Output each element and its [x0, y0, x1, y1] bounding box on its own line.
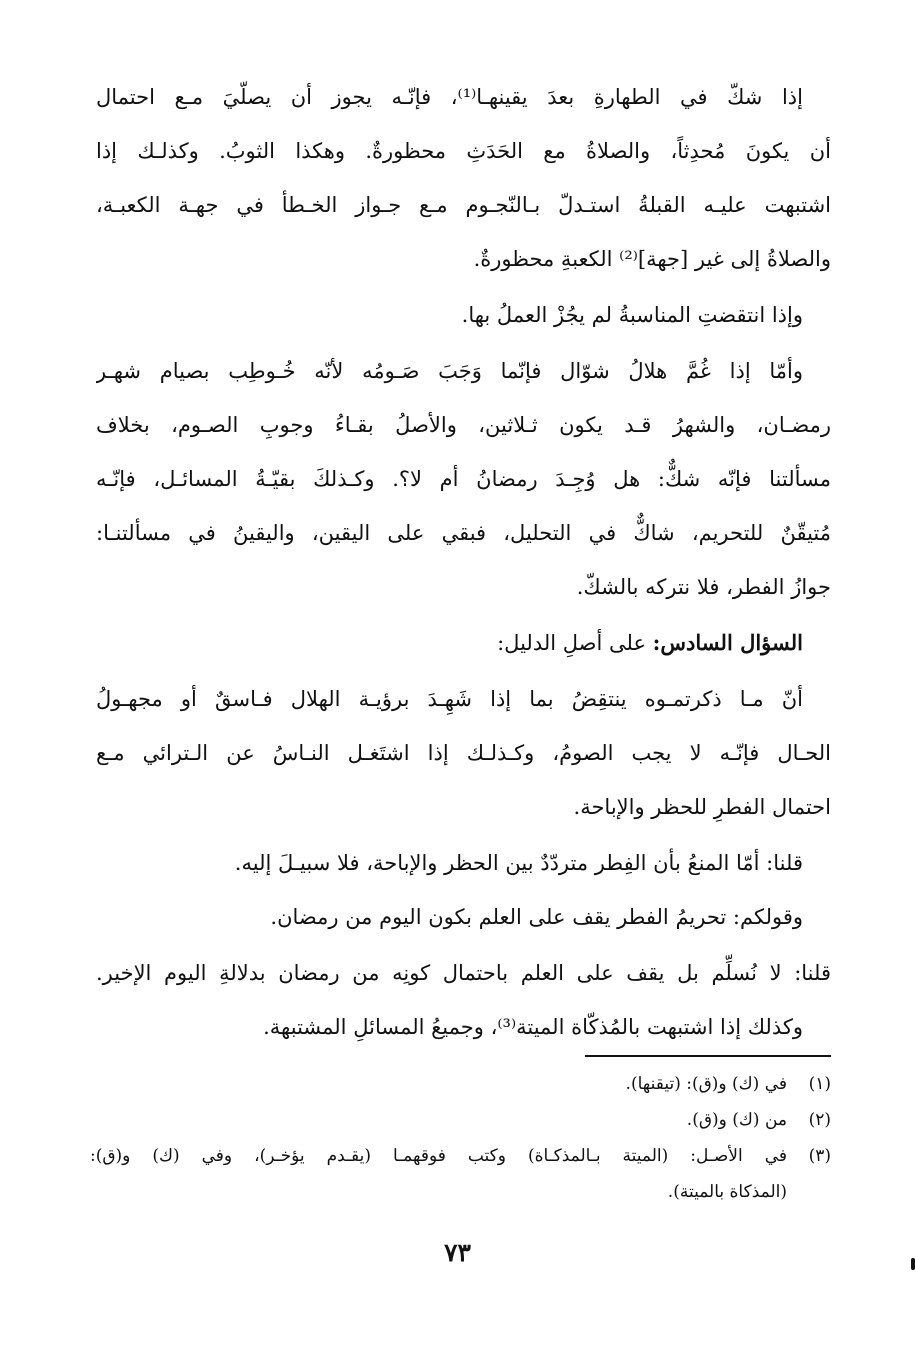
footnote	[90, 1102, 831, 1138]
text-line: اشتبهت عليـه القبلةُ استـدلّ بـالنّجـوم مـع جـواز الخـطأ في جهـة الكعبـة،	[96, 193, 831, 217]
text-line: الحـال فإنّـه لا يجب الصومُ، وكـذلـك إذا اشتَغـل النـاسُ عن الـترائي مـع	[96, 741, 831, 765]
footnote-number: (٣)	[808, 1146, 831, 1166]
text-line: وكذلك إذا اشتبهت بالمُذكّاة الميتة⁽³⁾، وجميعُ المسائلِ المشتبهة.	[263, 1015, 803, 1039]
text-line: احتمال الفطرِ للحظر والإباحة.	[573, 795, 831, 819]
footnote-number: (١)	[808, 1074, 831, 1094]
main-text	[96, 70, 831, 1054]
text-line: أن يكونَ مُحدِثاً، والصلاةُ مع الحَدَثِ محظورةٌ. وهكذا الثوبُ. وكذلـك إذا	[96, 139, 831, 163]
section-heading-label: السؤال السادس:	[652, 630, 803, 655]
text-line: وإذا انتقضتِ المناسبةُ لم يجُزْ العملُ بها.	[461, 303, 803, 327]
footnote-text: في (ك) و(ق): (تيقنها).	[625, 1074, 787, 1094]
footnote-number: (٢)	[808, 1110, 831, 1130]
text-line: أنّ مـا ذكرتمـوه ينتقِضُ بما إذا شَهِـدَ برؤيـة الهلال فـاسقٌ أو مجهـولُ	[96, 687, 803, 711]
text-line: وقولكم: تحريمُ الفطر يقف على العلم بكون اليوم من رمضان.	[270, 905, 803, 929]
footnotes	[90, 1066, 831, 1210]
text-line: رمضـان، والشهرُ قـد يكون ثـلاثين، والأصلُ بقـاءُ وجوبِ الصـوم، بخلاف	[96, 413, 831, 437]
footnote-text: من (ك) و(ق).	[686, 1110, 787, 1130]
text-line: إذا شكّ في الطهارةِ بعدَ يقينهـا⁽¹⁾، فإنّـه يجوز أن يصلّيَ مـع احتمال	[96, 85, 803, 109]
footnote	[90, 1066, 831, 1102]
text-line: جوازُ الفطر، فلا نتركه بالشكّ.	[576, 575, 831, 599]
footnote-text: في الأصـل: (الميتة بـالمذكـاة) وكتب فوقهمـا (يقـدم يؤخـر)، وفي (ك) و(ق):	[90, 1146, 787, 1166]
footnote	[90, 1138, 831, 1174]
text-line: مُتيقّنٌ للتحريم، شاكٌّ في التحليل، فبقي على اليقين، واليقينُ في مسألتنـا:	[96, 521, 831, 545]
text-line: قلنا: أمّا المنعُ بأن الفِطر متردّدٌ بين الحظر والإباحة، فلا سبيـلَ إليه.	[234, 851, 803, 875]
edge-mark	[911, 1258, 915, 1270]
page-number: ٧٣	[444, 1238, 471, 1267]
text-line: قلنا: لا نُسلِّم بل يقف على العلم باحتمال كونِه من رمضان بدلالةِ اليوم الإخير.	[96, 961, 831, 985]
footnote-separator	[585, 1055, 831, 1057]
footnote-continuation: (المذكاة بالميتة).	[667, 1182, 787, 1202]
section-heading: السؤال السادس: على أصلِ الدليل:	[497, 630, 803, 655]
text-line: وأمّا إذا غُمَّ هلالُ شوّال فإنّما وَجَبَ صَـومُه لأنّه خُـوطِب بصيام شهـر	[96, 359, 803, 383]
text-line: والصلاةُ إلى غير [جهة]⁽²⁾ الكعبةِ محظورةٌ.	[473, 247, 831, 271]
text-line: مسألتنا فإنّه شكٌّ: هل وُجِـدَ رمضانُ أم لا؟. وكـذلكَ بقيّـةُ المسائـل، فإنّـه	[96, 467, 831, 491]
